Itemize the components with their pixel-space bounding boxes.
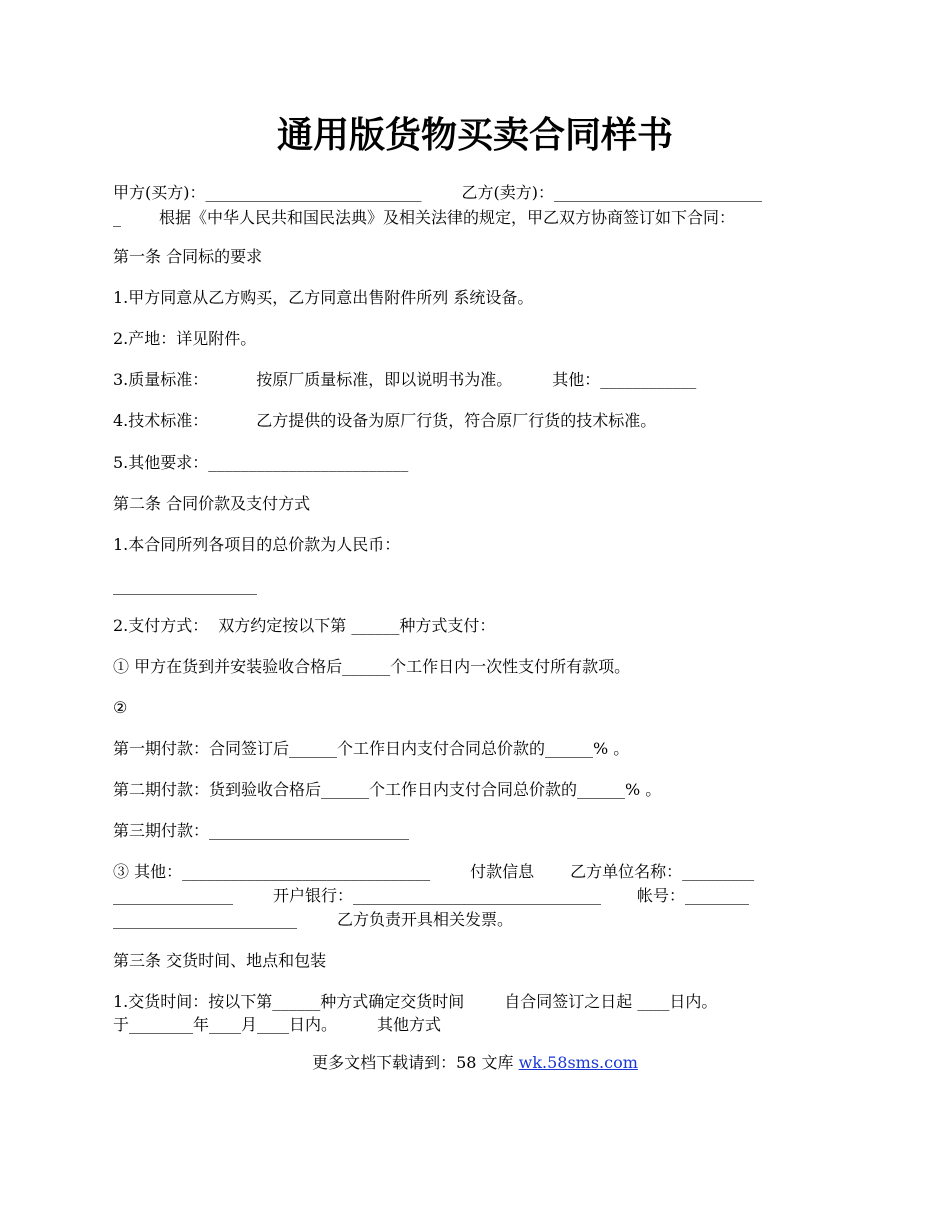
invoice-text: 乙方负责开具相关发票。 bbox=[337, 910, 514, 929]
payment-option3 bbox=[113, 860, 754, 884]
delivery-option3: 其他方式 bbox=[377, 1015, 442, 1034]
payment-option1: ① 甲方在货到并安装验收合格后______个工作日内一次性支付所有款项。 bbox=[113, 657, 631, 676]
payment-phase1: 第一期付款：合同签订后______个工作日内支付合同总价款的______% 。 bbox=[113, 739, 630, 758]
wrap-blank: _ bbox=[113, 208, 121, 227]
wrap-blank-2: _______________ bbox=[113, 886, 233, 905]
payment-option2: ② bbox=[113, 698, 128, 717]
article3-heading: 第三条 交货时间、地点和包装 bbox=[113, 951, 327, 970]
seller-blank: __________________________ bbox=[554, 183, 762, 202]
quality-label: 3.质量标准： bbox=[113, 370, 209, 389]
footer bbox=[0, 1051, 950, 1075]
payment-phase3: 第三期付款：_________________________ bbox=[113, 821, 410, 840]
article1-item5: 5.其他要求：_________________________ bbox=[113, 453, 409, 472]
article1-item3 bbox=[113, 368, 696, 392]
article2-item2 bbox=[113, 614, 495, 638]
delivery-option1: 自合同签订之日起 ____日内。 bbox=[504, 992, 718, 1011]
tech-label: 4.技术标准： bbox=[113, 411, 209, 430]
tech-text: 乙方提供的设备为原厂行货，符合原厂行货的技术标准。 bbox=[256, 411, 657, 430]
article3-item1-cont bbox=[113, 1013, 441, 1037]
article2-item1: 1.本合同所列各项目的总价款为人民币： bbox=[113, 535, 401, 554]
intro-line bbox=[113, 206, 735, 230]
price-blank: __________________ bbox=[113, 576, 257, 595]
payment-info: 付款信息 bbox=[470, 862, 535, 881]
quality-other: 其他：____________ bbox=[552, 370, 697, 389]
buyer-label: 甲方(买方)： bbox=[113, 183, 206, 202]
party-line bbox=[113, 181, 762, 205]
intro-text: 根据《中华人民共和国民法典》及相关法律的规定，甲乙双方协商签订如下合同： bbox=[159, 208, 736, 227]
document-title: 通用版货物买卖合同样书 bbox=[276, 115, 673, 156]
account-label: 帐号：________ bbox=[637, 886, 750, 905]
buyer-blank: ___________________________ bbox=[205, 183, 422, 202]
invoice-line bbox=[113, 908, 513, 932]
delivery-option2: 于________年____月____日内。 bbox=[113, 1015, 338, 1034]
payment-method-text: 双方约定按以下第 ______种方式支付： bbox=[218, 616, 496, 635]
delivery-time-label: 1.交货时间：按以下第______种方式确定交货时间 bbox=[113, 992, 465, 1011]
article1-item4 bbox=[113, 409, 656, 433]
seller-label: 乙方(卖方)： bbox=[461, 183, 554, 202]
article1-item2: 2.产地：详见附件。 bbox=[113, 329, 257, 348]
bank-label: 开户银行：_______________________________ bbox=[273, 886, 602, 905]
other-label: ③ 其他：_______________________________ bbox=[113, 862, 431, 881]
footer-text: 更多文档下载请到：58 文库 bbox=[312, 1053, 519, 1072]
article3-item1 bbox=[113, 990, 717, 1014]
payment-phase2: 第二期付款：货到验收合格后______个工作日内支付合同总价款的______% 。 bbox=[113, 780, 662, 799]
payment-method-label: 2.支付方式： bbox=[113, 616, 209, 635]
unit-name: 乙方单位名称：_________ bbox=[570, 862, 755, 881]
article1-heading: 第一条 合同标的要求 bbox=[113, 247, 263, 266]
article2-heading: 第二条 合同价款及支付方式 bbox=[113, 494, 311, 513]
article1-item1: 1.甲方同意从乙方购买，乙方同意出售附件所列 系统设备。 bbox=[113, 288, 534, 307]
bank-line bbox=[113, 884, 749, 908]
quality-text: 按原厂质量标准，即以说明书为准。 bbox=[256, 370, 513, 389]
footer-link[interactable]: wk.58sms.com bbox=[518, 1053, 638, 1072]
wrap-blank-3: _______________________ bbox=[113, 910, 297, 929]
